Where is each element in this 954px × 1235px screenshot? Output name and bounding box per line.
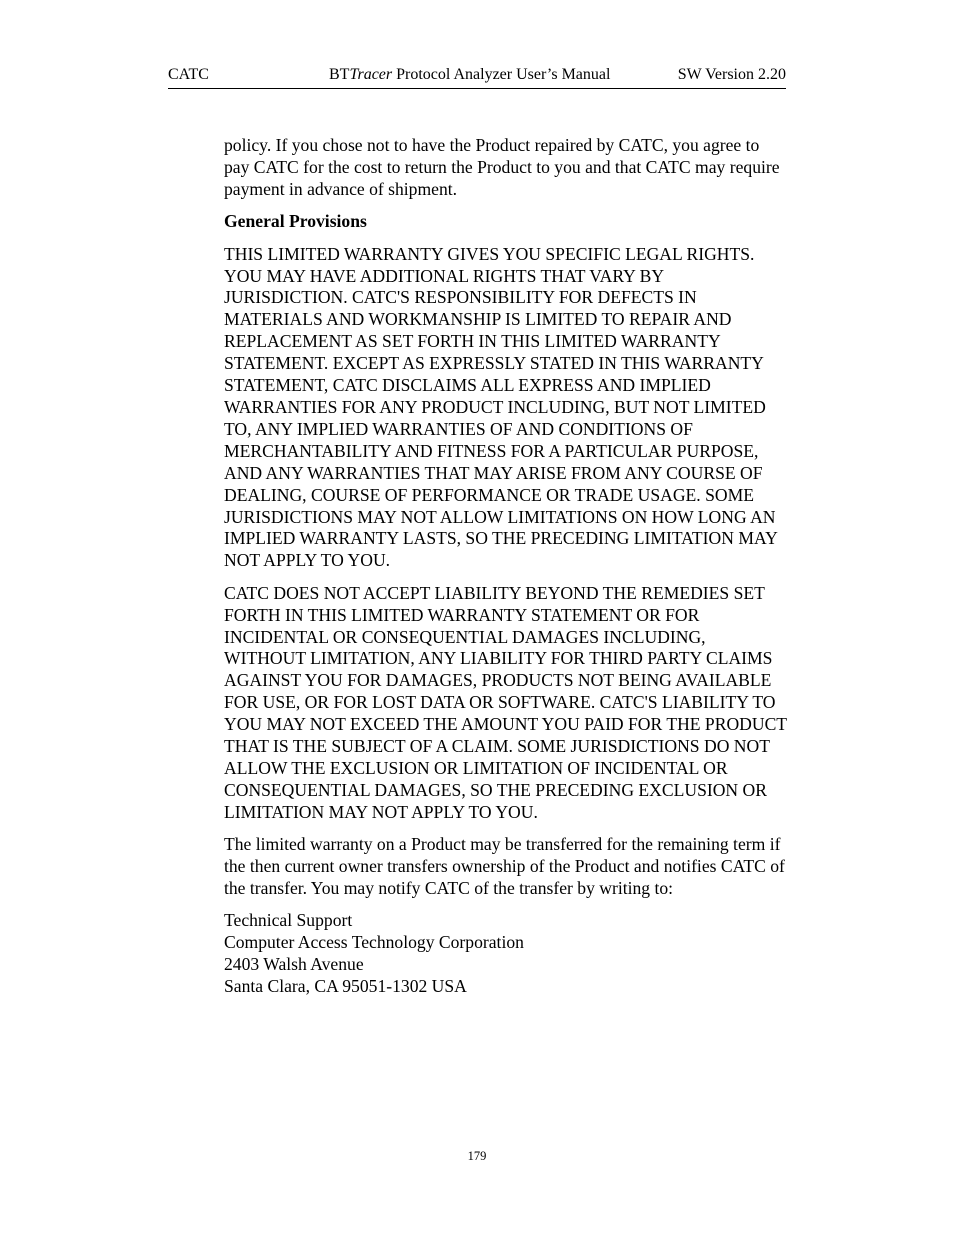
header-title-prefix: BT: [329, 66, 350, 83]
header-title-italic: Tracer: [349, 66, 393, 83]
section-heading: General Provisions: [224, 211, 367, 232]
header-title-suffix: Protocol Analyzer User’s Manual: [392, 66, 611, 83]
page-body: [224, 135, 789, 1009]
address-block: [224, 910, 789, 998]
paragraph-policy: policy. If you chose not to have the Product repaired by CATC, you agree to pay CATC for the cost to return the Product to you and that CATC may require payment in advance of shipment.: [224, 135, 780, 199]
header-version: SW Version 2.20: [677, 66, 786, 83]
address-line: 2403 Walsh Avenue: [224, 954, 364, 975]
address-line: Computer Access Technology Corporation: [224, 932, 524, 953]
address-line: Technical Support: [224, 910, 353, 931]
paragraph-limited-warranty: THIS LIMITED WARRANTY GIVES YOU SPECIFIC LEGAL RIGHTS. YOU MAY HAVE ADDITIONAL RIGHTS THAT VARY BY JURISDICTION. CATC'S RESPONSIBILITY FOR DEFECTS IN MATERIALS AND WORKMANSHIP IS LIMITED TO REPAIR AND REPLACEMENT AS SET FORTH IN THIS LIMITED WARRANTY STATEMENT. EXCEPT AS EXPRESSLY STATED IN THIS WARRANTY STATEMENT, CATC DISCLAIMS ALL EXPRESS AND IMPLIED WARRANTIES FOR ANY PRODUCT INCLUDING, BUT NOT LIMITED TO, ANY IMPLIED WARRANTIES OF AND CONDITIONS OF MERCHANTABILITY AND FITNESS FOR A PARTICULAR PURPOSE, AND ANY WARRANTIES THAT MAY ARISE FROM ANY COURSE OF DEALING, COURSE OF PERFORMANCE OR TRADE USAGE. SOME JURISDICTIONS MAY NOT ALLOW LIMITATIONS ON HOW LONG AN IMPLIED WARRANTY LASTS, SO THE PRECEDING LIMITATION MAY NOT APPLY TO YOU.: [224, 243, 778, 571]
header-company: CATC: [168, 66, 209, 83]
page-number: 179: [467, 1149, 487, 1163]
header-manual-title: [329, 66, 610, 84]
paragraph-liability: CATC DOES NOT ACCEPT LIABILITY BEYOND THE REMEDIES SET FORTH IN THIS LIMITED WARRANTY STATEMENT OR FOR INCIDENTAL OR CONSEQUENTIAL DAMAGES INCLUDING, WITHOUT LIMITATION, ANY LIABILITY FOR THIRD PARTY CLAIMS AGAINST YOU FOR DAMAGES, PRODUCTS NOT BEING AVAILABLE FOR USE, OR FOR LOST DATA OR SOFTWARE. CATC'S LIABILITY TO YOU MAY NOT EXCEED THE AMOUNT YOU PAID FOR THE PRODUCT THAT IS THE SUBJECT OF A CLAIM. SOME JURISDICTIONS DO NOT ALLOW THE EXCLUSION OR LIMITATION OF INCIDENTAL OR CONSEQUENTIAL DAMAGES, SO THE PRECEDING EXCLUSION OR LIMITATION MAY NOT APPLY TO YOU.: [224, 582, 787, 822]
page-header: [168, 66, 786, 89]
address-line: Santa Clara, CA 95051-1302 USA: [224, 976, 467, 997]
paragraph-transfer: The limited warranty on a Product may be transferred for the remaining term if the then current owner transfers ownership of the Product and notifies CATC of the transfer. You may notify CATC of the transfer by writing to:: [224, 834, 785, 898]
